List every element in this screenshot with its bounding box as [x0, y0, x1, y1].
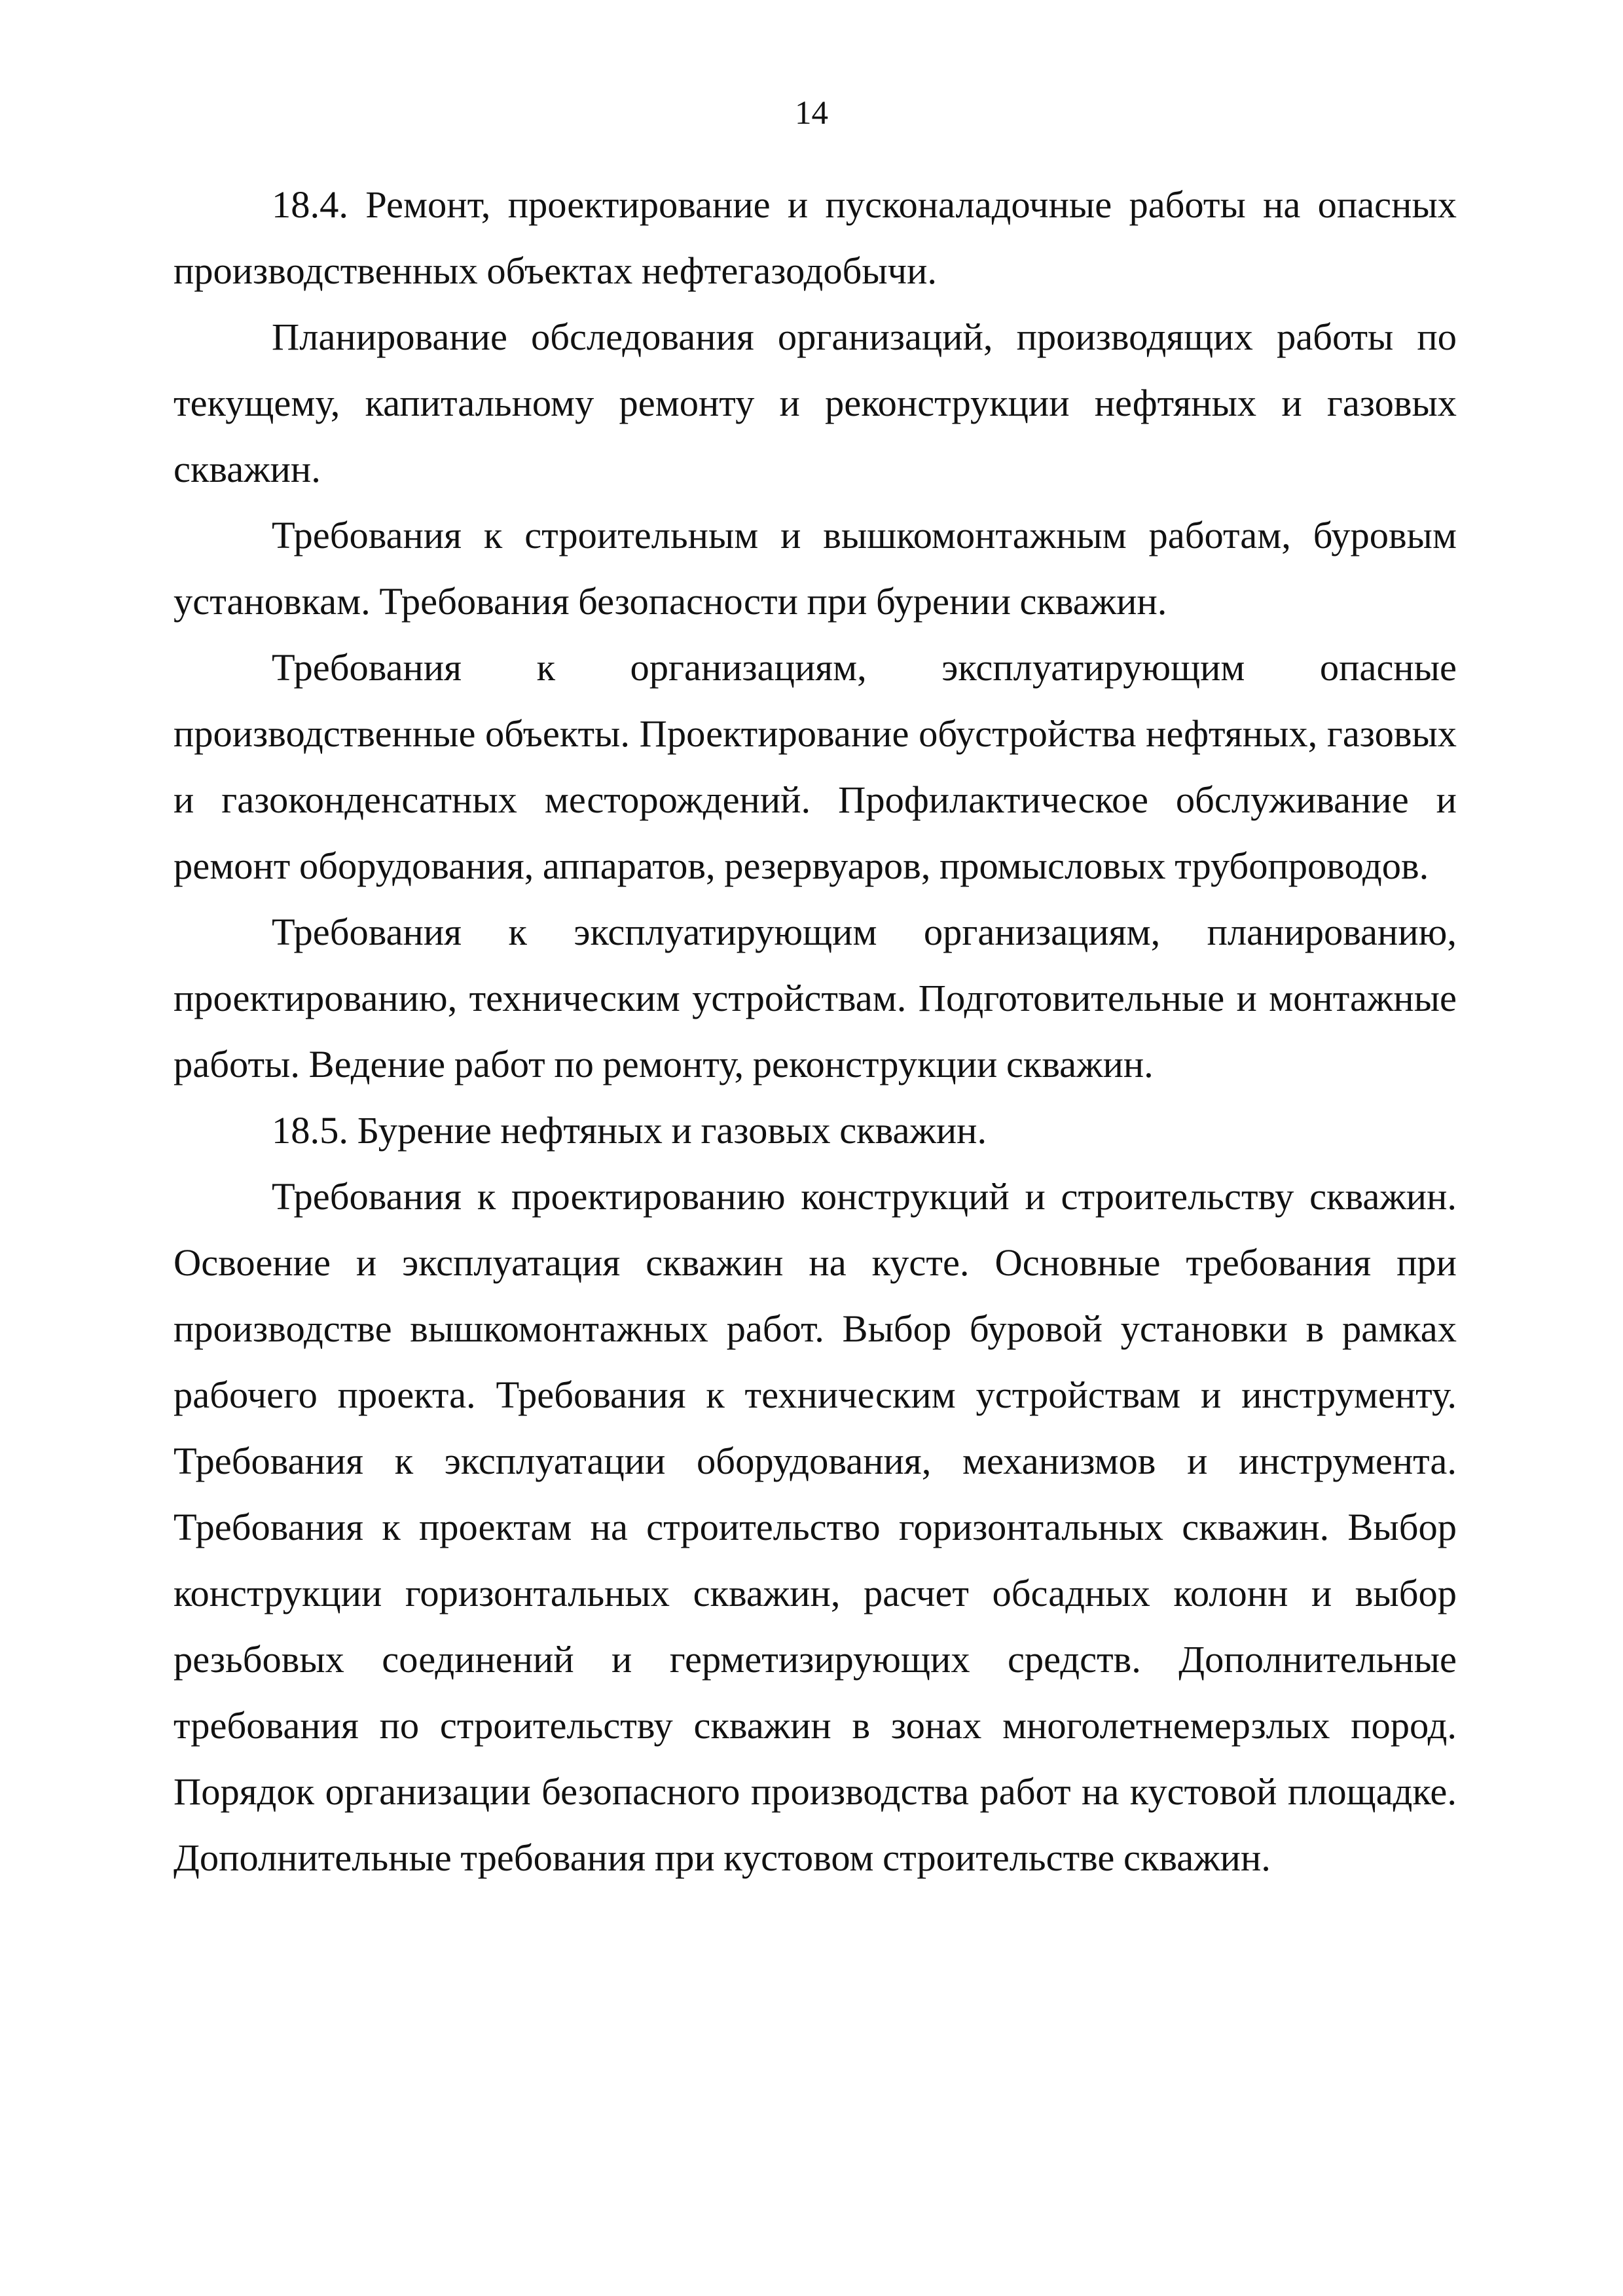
page-number: 14 [795, 95, 828, 132]
paragraph-planning-inspection: Планирование обследования организаций, производящих работы по текущему, капитальному ремонту и реконструкции нефтяных и газовых скважин. [173, 316, 1457, 490]
paragraph-operating-requirements: Требования к эксплуатирующим организациям, планированию, проектированию, техническим устройствам. Подготовительные и монтажные работы. Ведение работ по ремонту, реконструкции скважин. [173, 911, 1457, 1085]
paragraph-18-5-heading: 18.5. Бурение нефтяных и газовых скважин. [272, 1109, 987, 1152]
paragraph-18-4-heading: 18.4. Ремонт, проектирование и пусконаладочные работы на опасных производственных объектах нефтегазодобычи. [173, 183, 1457, 292]
paragraph-well-construction: Требования к проектированию конструкций и строительству скважин. Освоение и эксплуатация скважин на кусте. Основные требования при производстве вышкомонтажных работ. Выбор буровой установки в рамках рабочего проекта. Требования к техническим устройствам и инструменту. Требования к эксплуатации оборудования, механизмов и инструмента. Требования к проектам на строительство горизонтальных скважин. Выбор конструкции горизонтальных скважин, расчет обсадных колонн и выбор резьбовых соединений и герметизирующих средств. Дополнительные требования по строительству скважин в зонах многолетнемерзлых пород. Порядок организации безопасного производства работ на кустовой площадке. Дополнительные требования при кустовом строительстве скважин. [173, 1175, 1457, 1879]
document-body [173, 172, 1457, 1891]
paragraph-operating-organizations: Требования к организациям, эксплуатирующим опасные производственные объекты. Проектирование обустройства нефтяных, газовых и газоконденсатных месторождений. Профилактическое обслуживание и ремонт оборудования, аппаратов, резервуаров, промысловых трубопроводов. [173, 646, 1457, 887]
paragraph-construction-requirements: Требования к строительным и вышкомонтажным работам, буровым установкам. Требования безопасности при бурении скважин. [173, 514, 1457, 623]
